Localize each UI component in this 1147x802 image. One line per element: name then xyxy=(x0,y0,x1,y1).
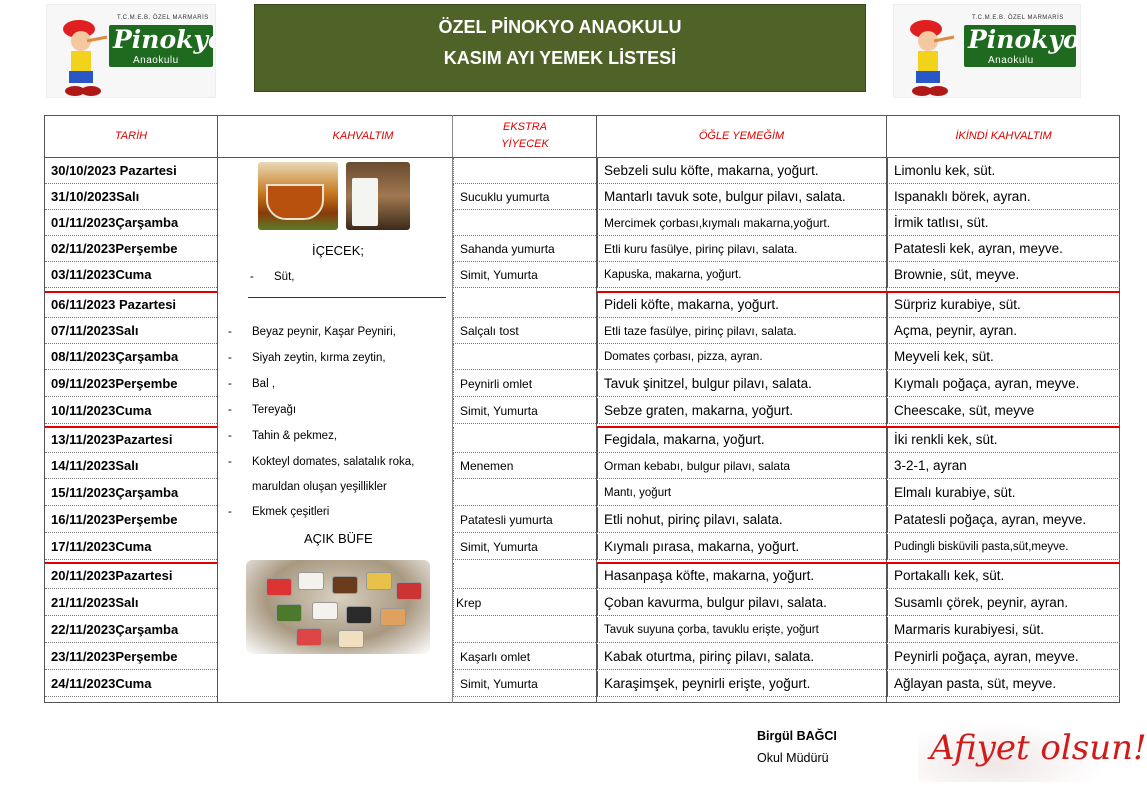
row-lunch: Çoban kavurma, bulgur pilavı, salata. xyxy=(597,590,886,616)
row-extra: Salçalı tost xyxy=(453,318,596,344)
row-date: 30/10/2023 Pazartesi xyxy=(45,158,217,184)
header-date: TARİH xyxy=(114,130,148,142)
row-lunch: Tavuk şinitzel, bulgur pilavı, salata. xyxy=(597,371,886,397)
header-extra-line2: YİYECEK xyxy=(501,138,549,150)
row-snack: Limonlu kek, süt. xyxy=(887,158,1120,184)
week-separator xyxy=(597,426,1120,428)
row-date: 21/11/2023Salı xyxy=(45,590,217,616)
dish-icon xyxy=(396,582,422,600)
row-lunch: Sebze graten, makarna, yoğurt. xyxy=(597,398,886,424)
row-snack: Sürpriz kurabiye, süt. xyxy=(887,292,1120,318)
principal-role: Okul Müdürü xyxy=(757,751,829,765)
school-logo-right xyxy=(893,4,1081,98)
logo-caption: T.C.M.E.B. ÖZEL MARMARİS xyxy=(117,15,209,21)
row-snack: Patatesli poğaça, ayran, meyve. xyxy=(887,507,1120,533)
row-lunch: Mantı, yoğurt xyxy=(597,480,886,506)
row-extra xyxy=(453,292,596,318)
header-snack: İKİNDİ KAHVALTIM xyxy=(955,130,1052,142)
breakfast-item: Tahin & pekmez, xyxy=(252,430,338,442)
row-snack: Pudingli bisküvili pasta,süt,meyve. xyxy=(887,534,1120,560)
row-lunch: Etli kuru fasülye, pirinç pilavı, salata. xyxy=(597,236,886,262)
logo-caption: T.C.M.E.B. ÖZEL MARMARİS xyxy=(972,15,1064,21)
row-date: 15/11/2023Çarşamba xyxy=(45,480,217,506)
afiyet-olsun-logo xyxy=(918,722,1147,782)
row-snack: Brownie, süt, meyve. xyxy=(887,262,1120,288)
milk-glass-icon xyxy=(352,178,378,226)
school-name: ÖZEL PİNOKYO ANAOKULU xyxy=(438,17,682,37)
header-extra-line1: EKSTRA xyxy=(502,121,547,133)
row-extra xyxy=(453,617,596,643)
row-date: 23/11/2023Perşembe xyxy=(45,644,217,670)
drink-item: Süt, xyxy=(274,271,295,283)
dish-icon xyxy=(346,606,372,624)
row-date: 07/11/2023Salı xyxy=(45,318,217,344)
tea-cup-icon xyxy=(266,184,324,220)
row-lunch: Tavuk suyuna çorba, tavuklu erişte, yoğurt xyxy=(597,617,886,643)
row-lunch: Etli taze fasülye, pirinç pilavı, salata. xyxy=(597,318,886,344)
week-separator xyxy=(45,291,217,293)
row-lunch: Mercimek çorbası,kıymalı makarna,yoğurt. xyxy=(597,210,886,236)
dish-icon xyxy=(380,608,406,626)
afiyet-olsun-text: Afiyet olsun! xyxy=(930,728,1147,768)
row-extra: Simit, Yumurta xyxy=(453,534,596,560)
buffet-title: AÇIK BÜFE xyxy=(304,531,373,546)
breakfast-bullet: - xyxy=(228,404,232,416)
row-lunch: Kıymalı pırasa, makarna, yoğurt. xyxy=(597,534,886,560)
row-extra xyxy=(453,210,596,236)
dish-icon xyxy=(366,572,392,590)
row-snack: Susamlı çörek, peynir, ayran. xyxy=(887,590,1120,616)
header-breakfast: KAHVALTIM xyxy=(332,130,394,142)
drink-title: İÇECEK; xyxy=(312,243,365,258)
row-snack: İrmik tatlısı, süt. xyxy=(887,210,1120,236)
row-snack: Kıymalı poğaça, ayran, meyve. xyxy=(887,371,1120,397)
row-snack: Patatesli kek, ayran, meyve. xyxy=(887,236,1120,262)
row-snack: Ağlayan pasta, süt, meyve. xyxy=(887,671,1120,697)
row-snack: Cheescake, süt, meyve xyxy=(887,398,1120,424)
breakfast-item: Tereyağı xyxy=(252,404,297,416)
row-snack: Elmalı kurabiye, süt. xyxy=(887,480,1120,506)
breakfast-bullet: - xyxy=(228,352,232,364)
row-lunch: Karaşimşek, peynirli erişte, yoğurt. xyxy=(597,671,886,697)
breakfast-item-continuation: maruldan oluşan yeşillikler xyxy=(252,481,387,493)
week-separator xyxy=(45,426,217,428)
row-snack: Açma, peynir, ayran. xyxy=(887,318,1120,344)
row-extra: Simit, Yumurta xyxy=(453,398,596,424)
row-extra: Krep xyxy=(453,590,596,616)
row-snack: 3-2-1, ayran xyxy=(887,453,1120,479)
row-date: 17/11/2023Cuma xyxy=(45,534,217,560)
row-snack: İki renkli kek, süt. xyxy=(887,427,1120,453)
row-date: 03/11/2023Cuma xyxy=(45,262,217,288)
logo-brand-text: Pinokyo xyxy=(113,25,225,54)
row-extra: Sahanda yumurta xyxy=(453,236,596,262)
header-lunch: ÖĞLE YEMEĞİM xyxy=(698,130,785,142)
row-snack: Meyveli kek, süt. xyxy=(887,344,1120,370)
row-date: 24/11/2023Cuma xyxy=(45,671,217,697)
row-lunch: Fegidala, makarna, yoğurt. xyxy=(597,427,886,453)
row-date: 20/11/2023Pazartesi xyxy=(45,563,217,589)
row-lunch: Domates çorbası, pizza, ayran. xyxy=(597,344,886,370)
dish-icon xyxy=(296,628,322,646)
row-extra xyxy=(453,427,596,453)
row-snack: Ispanaklı börek, ayran. xyxy=(887,184,1120,210)
menu-title: KASIM AYI YEMEK LİSTESİ xyxy=(443,48,677,68)
row-lunch: Kapuska, makarna, yoğurt. xyxy=(597,262,886,288)
breakfast-item: Kokteyl domates, salatalık roka, xyxy=(252,456,415,468)
row-lunch: Hasanpaşa köfte, makarna, yoğurt. xyxy=(597,563,886,589)
breakfast-bullet: - xyxy=(228,506,232,518)
row-extra xyxy=(453,344,596,370)
row-extra: Patatesli yumurta xyxy=(453,507,596,533)
principal-name: Birgül BAĞCI xyxy=(757,729,837,743)
row-extra: Menemen xyxy=(453,453,596,479)
row-extra xyxy=(453,563,596,589)
row-extra xyxy=(453,480,596,506)
breakfast-item: Ekmek çeşitleri xyxy=(252,506,330,518)
row-lunch: Orman kebabı, bulgur pilavı, salata xyxy=(597,453,886,479)
drink-bullet: - xyxy=(250,271,254,283)
row-date: 02/11/2023Perşembe xyxy=(45,236,217,262)
row-date: 01/11/2023Çarşamba xyxy=(45,210,217,236)
dish-icon xyxy=(266,578,292,596)
breakfast-bullet: - xyxy=(228,378,232,390)
row-lunch: Pideli köfte, makarna, yoğurt. xyxy=(597,292,886,318)
breakfast-item: Bal , xyxy=(252,378,276,390)
row-lunch: Mantarlı tavuk sote, bulgur pilavı, salata. xyxy=(597,184,886,210)
row-lunch: Etli nohut, pirinç pilavı, salata. xyxy=(597,507,886,533)
row-date: 10/11/2023Cuma xyxy=(45,398,217,424)
row-date: 16/11/2023Perşembe xyxy=(45,507,217,533)
dish-icon xyxy=(312,602,338,620)
breakfast-bullet: - xyxy=(228,326,232,338)
breakfast-bullet: - xyxy=(228,456,232,468)
row-extra: Peynirli omlet xyxy=(453,371,596,397)
breakfast-divider xyxy=(248,297,446,298)
week-separator xyxy=(45,562,217,564)
row-date: 06/11/2023 Pazartesi xyxy=(45,292,217,318)
row-date: 31/10/2023Salı xyxy=(45,184,217,210)
row-date: 14/11/2023Salı xyxy=(45,453,217,479)
menu-title-banner xyxy=(254,4,866,92)
logo-sub-text: Anaokulu xyxy=(133,55,179,66)
row-extra xyxy=(453,158,596,184)
row-date: 08/11/2023Çarşamba xyxy=(45,344,217,370)
breakfast-item: Beyaz peynir, Kaşar Peyniri, xyxy=(252,326,396,338)
tea-photo xyxy=(258,162,338,230)
dish-icon xyxy=(276,604,302,622)
row-lunch: Sebzeli sulu köfte, makarna, yoğurt. xyxy=(597,158,886,184)
row-snack: Portakallı kek, süt. xyxy=(887,563,1120,589)
row-extra: Sucuklu yumurta xyxy=(453,184,596,210)
row-snack: Marmaris kurabiyesi, süt. xyxy=(887,617,1120,643)
breakfast-item: Siyah zeytin, kırma zeytin, xyxy=(252,352,386,364)
row-snack: Peynirli poğaça, ayran, meyve. xyxy=(887,644,1120,670)
row-extra: Kaşarlı omlet xyxy=(453,644,596,670)
week-separator xyxy=(597,562,1120,564)
row-lunch: Kabak oturtma, pirinç pilavı, salata. xyxy=(597,644,886,670)
dish-icon xyxy=(332,576,358,594)
buffet-photo xyxy=(246,560,430,654)
week-separator xyxy=(597,291,1120,293)
school-logo-left xyxy=(46,4,225,98)
header-extra xyxy=(470,115,580,157)
row-date: 13/11/2023Pazartesi xyxy=(45,427,217,453)
logo-sub-text: Anaokulu xyxy=(988,55,1034,66)
dish-icon xyxy=(298,572,324,590)
milk-photo xyxy=(346,162,410,230)
row-date: 09/11/2023Perşembe xyxy=(45,371,217,397)
breakfast-bullet: - xyxy=(228,430,232,442)
row-date: 22/11/2023Çarşamba xyxy=(45,617,217,643)
dish-icon xyxy=(338,630,364,648)
pinocchio-mascot-icon xyxy=(904,11,966,99)
column-divider xyxy=(217,115,218,703)
logo-brand-text: Pinokyo xyxy=(968,25,1080,54)
row-extra: Simit, Yumurta xyxy=(453,262,596,288)
row-extra: Simit, Yumurta xyxy=(453,671,596,697)
